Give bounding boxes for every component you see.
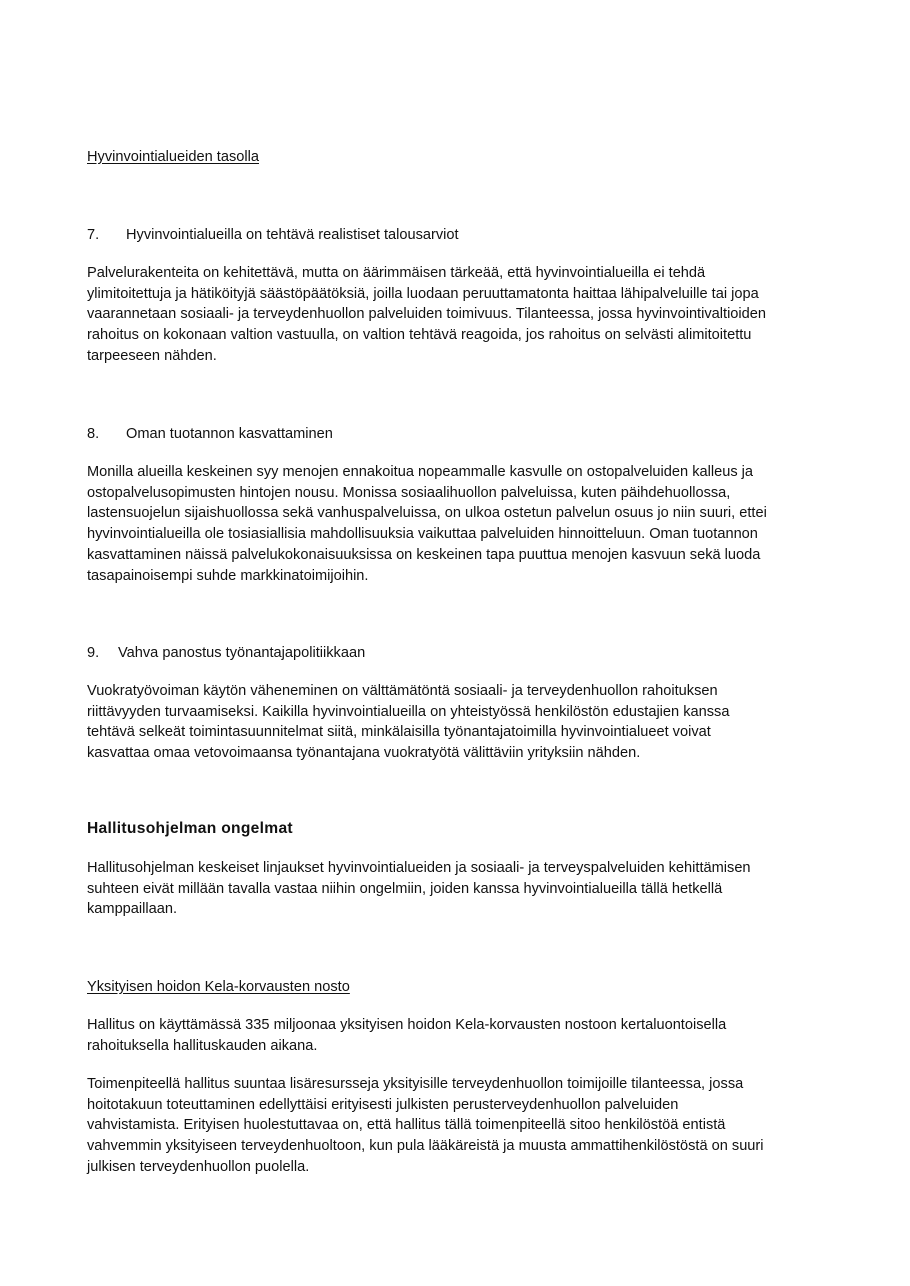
- paragraph-line: hoitotakuun toteuttaminen edellyttäisi erityisesti julkisten perusterveydenhuollon palveluiden: [87, 1096, 679, 1113]
- paragraph-item-7: [87, 263, 822, 367]
- paragraph-line: Palvelurakenteita on kehitettävä, mutta on äärimmäisen tärkeää, että hyvinvointialueilla ei tehdä: [87, 265, 706, 281]
- item-number: 7.: [87, 227, 100, 243]
- paragraph-line: vahvistamista. Erityisen huolestuttavaa on, että hallitus tällä toimenpiteellä sitoo henkilöstöä entistä: [87, 1117, 726, 1134]
- paragraph-line: Monilla alueilla keskeinen syy menojen ennakoitua nopeammalle kasvulle on ostopalveluiden kalleus ja: [87, 464, 754, 480]
- paragraph-item-8: [87, 462, 822, 586]
- paragraph-line: julkisen terveydenhuollon puolella.: [87, 1158, 310, 1175]
- paragraph-line: kasvattaminen näissä palvelukokonaisuuksissa on keskeinen tapa puuttua menojen kasvuun sekä luoda: [87, 546, 761, 563]
- paragraph-line: tarpeeseen nähden.: [87, 347, 217, 364]
- item-title: Hyvinvointialueilla on tehtävä realistiset talousarviot: [126, 227, 459, 243]
- paragraph-line: ostopalvelusopimusten hintojen nousu. Monissa sosiaalihuollon palveluissa, kuten päihdehuollossa,: [87, 484, 731, 501]
- paragraph-line: rahoitus on kokonaan valtion vastuulla, on valtion tehtävä reagoida, jos rahoitus on selvästi alimitoitettu: [87, 327, 752, 344]
- item-number: 8.: [87, 426, 100, 442]
- numbered-heading-9: [87, 643, 822, 663]
- paragraph-line: Hallitusohjelman keskeiset linjaukset hyvinvointialueiden ja sosiaali- ja terveyspalveluiden kehittämisen: [87, 860, 751, 876]
- item-title: Oman tuotannon kasvattaminen: [126, 426, 333, 442]
- paragraph-line: Toimenpiteellä hallitus suuntaa lisäresursseja yksityisille terveydenhuollon toimijoille tilanteessa, jossa: [87, 1076, 744, 1092]
- subheading-hyvinvointialueiden-tasolla: Hyvinvointialueiden tasolla: [87, 149, 259, 165]
- paragraph-line: ylimitoitettuja ja hätiköityjä säästöpäätöksiä, joilla luodaan peruuttamatonta haittaa lähipalveluille tai jopa: [87, 285, 759, 302]
- paragraph-line: Vuokratyövoiman käytön väheneminen on välttämätöntä sosiaali- ja terveydenhuollon rahoituksen: [87, 683, 718, 699]
- paragraph-line: hyvinvointialueilla ole tosiasiallisia mahdollisuuksia vaikuttaa palveluiden hinnoitteluun. Oman tuotannon: [87, 526, 758, 543]
- paragraph-line: Hallitus on käyttämässä 335 miljoonaa yksityisen hoidon Kela-korvausten nostoon kertaluontoisella: [87, 1017, 727, 1033]
- paragraph-line: vaarannetaan sosiaali- ja terveydenhuollon palveluiden toimivuus. Tilanteessa, jossa hyvinvointivaltioiden: [87, 306, 767, 323]
- paragraph-kela-1: [87, 1015, 822, 1056]
- paragraph-line: kamppaillaan.: [87, 901, 178, 918]
- paragraph-line: tehtävä selkeät toimintasuunnitelmat siitä, minkälaisilla työnantajatoimilla hyvinvointialueet voivat: [87, 724, 711, 741]
- paragraph-line: suhteen eivät millään tavalla vastaa niihin ongelmiin, joiden kanssa hyvinvointialueilla tällä hetkellä: [87, 880, 723, 897]
- paragraph-line: lastensuojelun sijaishuollossa sekä vanhuspalveluissa, on ulkoa ostetun palvelun osuus jo niin suuri, ettei: [87, 505, 767, 522]
- paragraph-hallitusohjelma: [87, 858, 822, 920]
- numbered-heading-8: [87, 424, 822, 444]
- paragraph-line: vahvemmin yksityiseen terveydenhuoltoon, kun pula lääkäreistä ja muusta ammattihenkilöstöstä on suuri: [87, 1138, 764, 1155]
- paragraph-line: tasapainoisempi suhde markkinatoimijoihin.: [87, 567, 369, 584]
- paragraph-kela-2: [87, 1074, 822, 1178]
- subheading-kela-korvausten-nosto: Yksityisen hoidon Kela-korvausten nosto: [87, 979, 350, 995]
- item-number: 9.: [87, 645, 100, 661]
- paragraph-line: kasvattaa omaa vetovoimaansa työnantajana vuokratyötä välittäviin yrityksiin nähden.: [87, 745, 641, 762]
- section-heading-hallitusohjelman-ongelmat: Hallitusohjelman ongelmat: [87, 820, 293, 837]
- paragraph-line: rahoituksella hallituskauden aikana.: [87, 1037, 318, 1054]
- paragraph-item-9: [87, 681, 822, 764]
- numbered-heading-7: [87, 225, 822, 245]
- item-title: Vahva panostus työnantajapolitiikkaan: [118, 645, 366, 661]
- paragraph-line: riittävyyden turvaamiseksi. Kaikilla hyvinvointialueilla on yhteistyössä henkilöstön edustajien kanssa: [87, 703, 730, 720]
